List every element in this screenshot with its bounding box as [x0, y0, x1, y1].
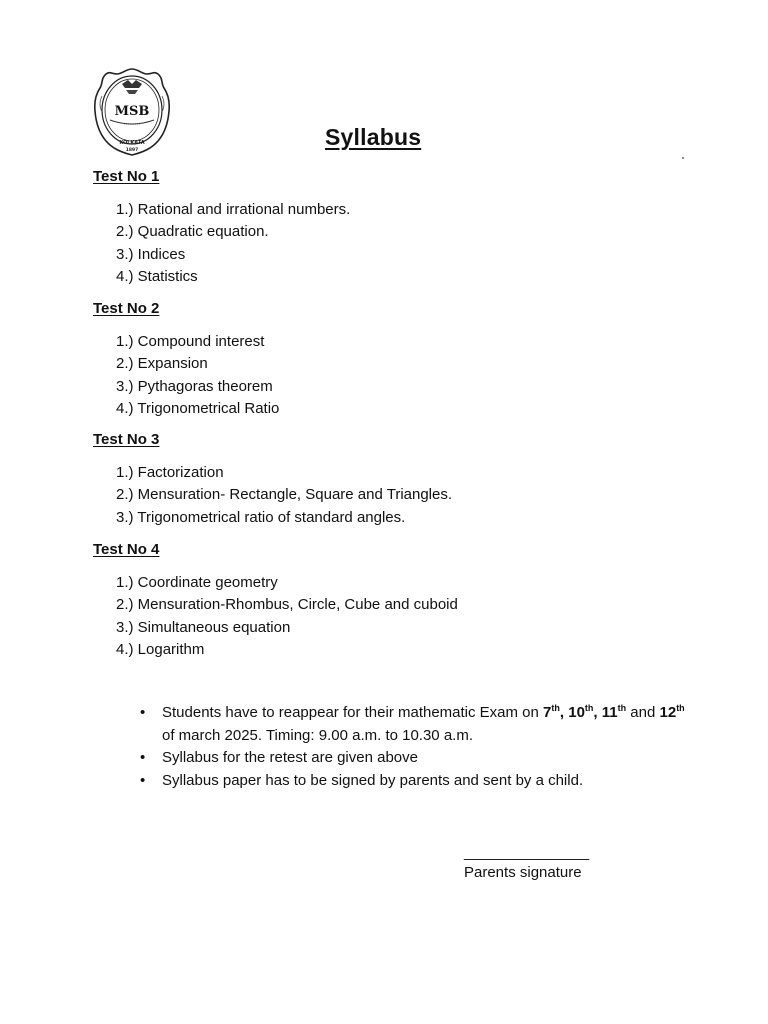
- topic-item: 4.) Trigonometrical Ratio: [116, 399, 280, 417]
- school-crest-logo: [92, 66, 172, 158]
- test-heading: Test No 1: [93, 168, 160, 185]
- topic-item: 1.) Compound interest: [116, 333, 265, 350]
- topic-item: 3.) Simultaneous equation: [116, 618, 291, 636]
- topic-item: 4.) Statistics: [116, 267, 198, 285]
- topic-item: 2.) Mensuration- Rectangle, Square and Triangles.: [116, 486, 453, 504]
- stray-dot: [682, 157, 684, 159]
- test-heading: Test No 4: [93, 541, 160, 558]
- topic-item: 2.) Expansion: [116, 355, 208, 373]
- topic-item: 3.) Pythagoras theorem: [116, 377, 273, 395]
- bullet-icon: •: [140, 749, 146, 766]
- test-heading: Test No 2: [93, 300, 160, 317]
- topic-item: 1.) Factorization: [116, 464, 224, 481]
- test-heading: Test No 3: [93, 431, 160, 448]
- note-text: Syllabus paper has to be signed by parents and sent by a child.: [162, 771, 584, 789]
- note-text: Students have to reappear for their mathematic Exam on 7th, 10th, 11th and 12th of march 2025. Timing: 9.00 a.m. to 10.30 a.m.: [162, 703, 685, 744]
- logo-year: 1897: [125, 148, 139, 153]
- signature-line: _______________: [464, 844, 590, 861]
- note-item-exam-dates: [138, 702, 698, 747]
- topic-item: 1.) Rational and irrational numbers.: [116, 201, 351, 218]
- svg-text:· · · · · · · ·: · · · · · · · ·: [123, 123, 141, 127]
- topic-list: [116, 572, 458, 661]
- topic-item: 1.) Coordinate geometry: [116, 574, 278, 591]
- signature-label: Parents signature: [464, 864, 582, 881]
- topic-item: 3.) Trigonometrical ratio of standard angles.: [116, 508, 406, 526]
- note-item-signature-instruction: [138, 770, 698, 793]
- logo-city: KOLKATA: [119, 140, 145, 146]
- page-title: Syllabus: [325, 124, 422, 150]
- test-section-3: [93, 430, 452, 529]
- test-section-2: [93, 299, 279, 420]
- topic-item: 2.) Mensuration-Rhombus, Circle, Cube and cuboid: [116, 596, 458, 614]
- note-item-retest-syllabus: [138, 747, 698, 770]
- topic-item: 3.) Indices: [116, 245, 186, 263]
- topic-list: [116, 462, 452, 529]
- topic-list: [116, 331, 279, 420]
- bullet-icon: •: [140, 704, 146, 721]
- notes-list: [138, 702, 698, 792]
- test-section-1: [93, 167, 350, 288]
- topic-list: [116, 199, 350, 288]
- topic-item: 4.) Logarithm: [116, 640, 205, 658]
- test-section-4: [93, 540, 458, 661]
- topic-item: 2.) Quadratic equation.: [116, 223, 269, 241]
- bullet-icon: •: [140, 771, 146, 789]
- note-text: Syllabus for the retest are given above: [162, 749, 418, 766]
- logo-text: MSB: [114, 104, 150, 119]
